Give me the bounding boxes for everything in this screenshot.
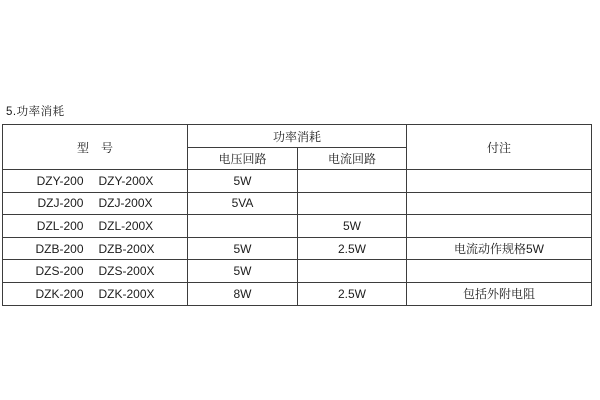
model-text: DZB-200X (98, 241, 155, 256)
cell-current (298, 170, 407, 193)
model-text: DZK-200 (35, 286, 84, 301)
header-power-group: 功率消耗 (188, 125, 407, 148)
cell-voltage: 5W (188, 170, 298, 193)
model-text: DZS-200 (35, 264, 84, 279)
model-pair (3, 196, 187, 210)
cell-note (407, 215, 592, 238)
cell-note: 包括外附电阻 (407, 282, 592, 305)
model-text: DZJ-200 (37, 196, 84, 211)
cell-model (3, 237, 188, 260)
model-pair (3, 174, 187, 188)
cell-voltage: 5W (188, 260, 298, 283)
section-title: 5.功率消耗 (6, 106, 65, 118)
model-text: DZY-200 (36, 173, 84, 188)
model-text: DZB-200 (35, 241, 84, 256)
cell-model (3, 260, 188, 283)
cell-note (407, 260, 592, 283)
table-header-row-1 (3, 125, 592, 148)
cell-note: 电流动作规格5W (407, 237, 592, 260)
model-text: DZL-200 (36, 218, 84, 233)
header-voltage-circuit: 电压回路 (188, 148, 298, 170)
header-model: 型 号 (3, 125, 188, 170)
table-row (3, 170, 592, 193)
table-row (3, 192, 592, 215)
model-text: DZY-200X (98, 173, 154, 188)
cell-current (298, 260, 407, 283)
cell-current: 5W (298, 215, 407, 238)
cell-voltage: 5W (188, 237, 298, 260)
power-consumption-table (2, 124, 592, 306)
model-pair (3, 219, 187, 233)
cell-current: 2.5W (298, 282, 407, 305)
table-row (3, 260, 592, 283)
cell-voltage: 8W (188, 282, 298, 305)
cell-model (3, 170, 188, 193)
cell-model (3, 192, 188, 215)
cell-note (407, 170, 592, 193)
model-pair (3, 264, 187, 278)
header-note: 付注 (407, 125, 592, 170)
cell-current: 2.5W (298, 237, 407, 260)
cell-model (3, 215, 188, 238)
cell-current (298, 192, 407, 215)
model-pair (3, 287, 187, 301)
table-row (3, 282, 592, 305)
cell-model (3, 282, 188, 305)
model-text: DZK-200X (98, 286, 155, 301)
table-row (3, 215, 592, 238)
model-text: DZL-200X (98, 218, 154, 233)
header-current-circuit: 电流回路 (298, 148, 407, 170)
cell-voltage: 5VA (188, 192, 298, 215)
model-pair (3, 242, 187, 256)
cell-voltage (188, 215, 298, 238)
cell-note (407, 192, 592, 215)
table-row (3, 237, 592, 260)
model-text: DZJ-200X (98, 196, 153, 211)
model-text: DZS-200X (98, 264, 155, 279)
